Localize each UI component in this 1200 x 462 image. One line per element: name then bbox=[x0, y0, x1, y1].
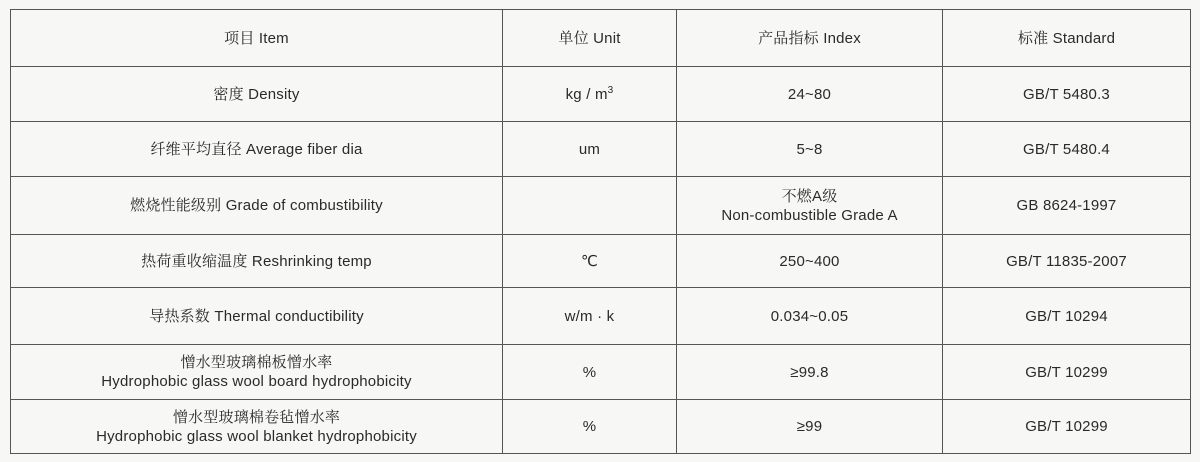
item-cell bbox=[11, 400, 503, 454]
unit-text: um bbox=[578, 140, 601, 158]
index-text: 0.034~0.05 bbox=[770, 307, 849, 325]
standard-cell: GB/T 5480.3 bbox=[943, 67, 1191, 122]
unit-superscript: 3 bbox=[607, 84, 614, 96]
unit-cell bbox=[503, 345, 677, 400]
item-text-cn: 憎水型玻璃棉板憎水率 bbox=[180, 354, 333, 371]
table-header-row bbox=[11, 10, 1191, 67]
unit-text: kg / m bbox=[565, 85, 608, 103]
item-text-cn: 憎水型玻璃棉卷毡憎水率 bbox=[172, 408, 341, 426]
item-cell bbox=[11, 288, 503, 345]
index-cell bbox=[677, 345, 943, 400]
table-row bbox=[11, 288, 1191, 345]
table-row bbox=[11, 67, 1191, 122]
unit-cell bbox=[503, 122, 677, 177]
item-text: 热荷重收缩温度 Reshrinking temp bbox=[141, 252, 372, 270]
unit-cell bbox=[503, 67, 677, 122]
index-cell bbox=[677, 122, 943, 177]
table-row bbox=[11, 122, 1191, 177]
item-cell bbox=[11, 235, 503, 288]
index-text: 24~80 bbox=[787, 85, 832, 103]
header-item: 项目 Item bbox=[11, 10, 503, 67]
item-text: 密度 Density bbox=[213, 85, 300, 103]
table-row bbox=[11, 345, 1191, 400]
item-cell bbox=[11, 122, 503, 177]
index-cell bbox=[677, 67, 943, 122]
item-text-en: Hydrophobic glass wool blanket hydrophobicity bbox=[96, 427, 417, 445]
standard-cell: GB/T 5480.4 bbox=[943, 122, 1191, 177]
table-row bbox=[11, 235, 1191, 288]
standard-cell: GB 8624-1997 bbox=[943, 177, 1191, 235]
index-text-cn: 不燃A级 bbox=[781, 187, 838, 205]
unit-text: ℃ bbox=[580, 252, 599, 270]
standard-cell: GB/T 10299 bbox=[943, 400, 1191, 454]
table-row bbox=[11, 177, 1191, 235]
table-row bbox=[11, 400, 1191, 454]
standard-cell: GB/T 10294 bbox=[943, 288, 1191, 345]
index-cell bbox=[677, 288, 943, 345]
index-text: ≥99.8 bbox=[790, 363, 829, 381]
index-text-en: Non-combustible Grade A bbox=[721, 206, 898, 224]
item-text: 导热系数 Thermal conductibility bbox=[149, 307, 364, 325]
index-text: 250~400 bbox=[779, 252, 840, 270]
index-cell bbox=[677, 235, 943, 288]
item-text: 燃烧性能级别 Grade of combustibility bbox=[130, 197, 383, 214]
unit-cell bbox=[503, 288, 677, 345]
unit-text: % bbox=[582, 363, 597, 381]
index-cell bbox=[677, 177, 943, 235]
unit-cell bbox=[503, 400, 677, 454]
unit-cell bbox=[503, 235, 677, 288]
specification-table bbox=[10, 9, 1191, 454]
item-cell bbox=[11, 67, 503, 122]
index-text: 5~8 bbox=[796, 140, 823, 158]
index-text: ≥99 bbox=[796, 418, 823, 435]
standard-cell: GB/T 11835-2007 bbox=[943, 235, 1191, 288]
item-text-en: Hydrophobic glass wool board hydrophobicity bbox=[101, 373, 412, 390]
item-cell bbox=[11, 345, 503, 400]
item-text: 纤维平均直径 Average fiber dia bbox=[150, 140, 363, 158]
header-index: 产品指标 Index bbox=[677, 10, 943, 67]
header-unit: 单位 Unit bbox=[503, 10, 677, 67]
unit-cell bbox=[503, 177, 677, 235]
item-cell bbox=[11, 177, 503, 235]
unit-text: % bbox=[582, 418, 597, 435]
unit-text: w/m · k bbox=[564, 307, 615, 325]
header-standard: 标准 Standard bbox=[943, 10, 1191, 67]
standard-cell: GB/T 10299 bbox=[943, 345, 1191, 400]
index-cell bbox=[677, 400, 943, 454]
